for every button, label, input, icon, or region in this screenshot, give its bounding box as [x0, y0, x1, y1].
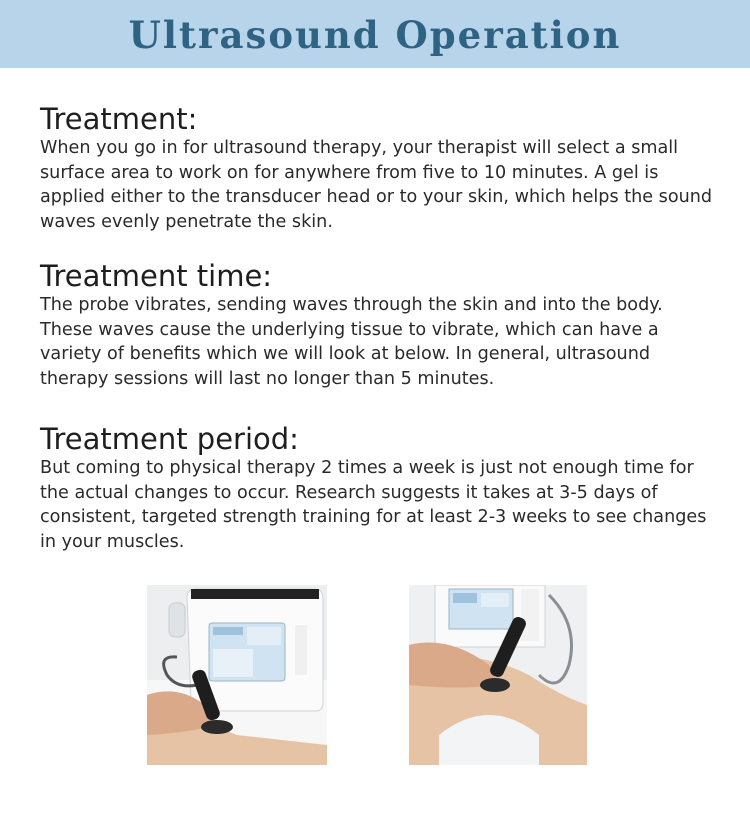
section-heading: Treatment time: [40, 259, 273, 293]
section-heading: Treatment: [40, 102, 198, 136]
section-treatment-time [40, 259, 720, 391]
device-photo-left [147, 585, 327, 765]
section-heading: Treatment period: [40, 422, 299, 456]
page-title: Ultrasound Operation [128, 13, 622, 57]
section-treatment-period [40, 422, 720, 554]
ultrasound-knee-illustration [409, 585, 587, 765]
section-body: When you go in for ultrasound therapy, your therapist will select a small surface area to work on for anywhere from five to 10 minutes. A gel is applied either to the transducer head or to your skin, which helps the sound waves evenly penetrate the skin. [40, 138, 713, 232]
section-body: But coming to physical therapy 2 times a week is just not enough time for the actual changes to occur. Research suggests it takes at 3-5 days of consistent, targeted strength training for at least 2-3 weeks to see changes in your muscles. [40, 458, 707, 552]
section-body: The probe vibrates, sending waves through the skin and into the body. These waves cause the underlying tissue to vibrate, which can have a variety of benefits which we will look at below. In general, ultrasound therapy sessions will last no longer than 5 minutes. [40, 295, 663, 389]
ultrasound-device-illustration [147, 585, 327, 765]
device-photo-right [409, 585, 587, 765]
section-treatment [40, 102, 720, 234]
header-banner [0, 0, 750, 68]
